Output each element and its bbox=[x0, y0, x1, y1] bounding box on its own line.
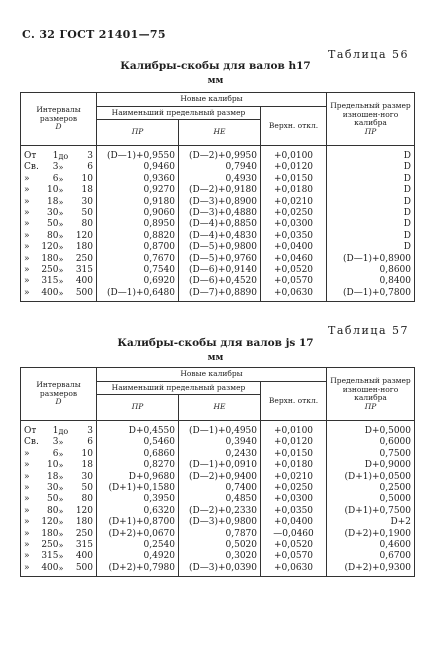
interval-prefix: » bbox=[24, 196, 30, 207]
interval-sep: » bbox=[58, 518, 64, 528]
ne-value: (D—2)+0,2330 bbox=[179, 506, 261, 517]
interval-from: 3 bbox=[52, 437, 59, 448]
table-row bbox=[21, 540, 415, 551]
pr-value: 0,9270 bbox=[97, 185, 179, 196]
upper-deviation: +0,0350 bbox=[261, 231, 327, 242]
worn-pr-value: 0,8400 bbox=[327, 276, 415, 287]
interval-cell bbox=[21, 437, 97, 448]
interval-prefix: » bbox=[24, 208, 30, 219]
ne-value: 0,7870 bbox=[179, 529, 261, 540]
interval-sep: » bbox=[58, 495, 64, 505]
table-row bbox=[21, 174, 415, 185]
interval-prefix: » bbox=[24, 253, 30, 264]
table57 bbox=[20, 367, 415, 577]
interval-from: 400 bbox=[41, 562, 59, 573]
interval-from: 50 bbox=[47, 219, 59, 230]
page-header: С. 32 ГОСТ 21401—75 bbox=[22, 28, 166, 41]
interval-cell bbox=[21, 472, 97, 483]
worn-pr-value: (D—1)+0,7800 bbox=[327, 288, 415, 302]
interval-cell bbox=[21, 219, 97, 230]
head-new: Новые калибры bbox=[97, 93, 327, 107]
table-row bbox=[21, 276, 415, 287]
interval-sep: » bbox=[58, 529, 64, 539]
interval-cell bbox=[21, 449, 97, 460]
interval-prefix: От bbox=[24, 151, 37, 161]
table-row bbox=[21, 483, 415, 494]
interval-sep: » bbox=[58, 163, 64, 173]
ne-value: (D—5)+0,9800 bbox=[179, 242, 261, 253]
table57-body bbox=[21, 421, 415, 577]
head-dev: Верхн. откл. bbox=[261, 106, 327, 146]
head-pr: ПР bbox=[97, 120, 179, 146]
upper-deviation: +0,0630 bbox=[261, 563, 327, 577]
table57-unit: мм bbox=[207, 353, 224, 363]
upper-deviation: +0,0300 bbox=[261, 494, 327, 505]
interval-from: 10 bbox=[47, 460, 59, 471]
worn-pr-value: 0,8600 bbox=[327, 265, 415, 276]
pr-value: 0,3950 bbox=[97, 494, 179, 505]
upper-deviation: +0,0250 bbox=[261, 483, 327, 494]
table-row bbox=[21, 494, 415, 505]
interval-sep: » bbox=[58, 277, 64, 287]
ne-value: 0,7940 bbox=[179, 162, 261, 173]
pr-value: (D+1)+0,8700 bbox=[97, 517, 179, 528]
worn-pr-value: D+2 bbox=[327, 517, 415, 528]
worn-pr-value: 0,6700 bbox=[327, 551, 415, 562]
interval-prefix: » bbox=[24, 505, 30, 516]
interval-cell bbox=[21, 254, 97, 265]
ne-value: 0,7400 bbox=[179, 483, 261, 494]
interval-cell bbox=[21, 288, 97, 302]
pr-value: (D—1)+0,9550 bbox=[97, 146, 179, 163]
interval-cell bbox=[21, 460, 97, 471]
interval-prefix: » bbox=[24, 528, 30, 539]
ne-value: (D—2)+0,9950 bbox=[179, 146, 261, 163]
interval-sep: » bbox=[58, 563, 64, 573]
interval-from: 315 bbox=[41, 551, 59, 562]
ne-value: (D—5)+0,9760 bbox=[179, 254, 261, 265]
pr-value: 0,2540 bbox=[97, 540, 179, 551]
ne-value: (D—3)+0,0390 bbox=[179, 563, 261, 577]
table56-label: Таблица 56 bbox=[328, 48, 409, 61]
pr-value: 0,7670 bbox=[97, 254, 179, 265]
table-row bbox=[21, 208, 415, 219]
interval-sep: » bbox=[58, 484, 64, 494]
upper-deviation: +0,0150 bbox=[261, 174, 327, 185]
table-row bbox=[21, 551, 415, 562]
upper-deviation: +0,0210 bbox=[261, 472, 327, 483]
interval-cell bbox=[21, 421, 97, 438]
ne-value: (D—7)+0,8890 bbox=[179, 288, 261, 302]
interval-prefix: » bbox=[24, 230, 30, 241]
interval-prefix: » bbox=[24, 562, 30, 573]
interval-from: 30 bbox=[47, 483, 59, 494]
worn-pr-value: D bbox=[327, 174, 415, 185]
interval-to: 6 bbox=[87, 437, 94, 448]
interval-sep: » bbox=[58, 209, 64, 219]
upper-deviation: +0,0250 bbox=[261, 208, 327, 219]
pr-value: 0,4920 bbox=[97, 551, 179, 562]
table-row bbox=[21, 472, 415, 483]
upper-deviation: +0,0460 bbox=[261, 254, 327, 265]
interval-from: 30 bbox=[47, 208, 59, 219]
interval-to: 120 bbox=[75, 230, 93, 241]
worn-pr-value: (D+1)+0,7500 bbox=[327, 506, 415, 517]
table-row bbox=[21, 288, 415, 302]
interval-sep: » bbox=[58, 174, 64, 184]
interval-from: 6 bbox=[52, 173, 59, 184]
head-pr: ПР bbox=[97, 395, 179, 421]
worn-pr-value: 0,6000 bbox=[327, 437, 415, 448]
interval-prefix: » bbox=[24, 471, 30, 482]
interval-to: 80 bbox=[81, 219, 93, 230]
worn-pr-value: (D+2)+0,9300 bbox=[327, 563, 415, 577]
head-smallest: Наименьший предельный размер bbox=[97, 106, 261, 120]
pr-value: (D—1)+0,6480 bbox=[97, 288, 179, 302]
interval-sep: » bbox=[58, 552, 64, 562]
interval-sep: » bbox=[58, 288, 64, 298]
worn-pr-value: 0,4600 bbox=[327, 540, 415, 551]
head-smallest: Наименьший предельный размер bbox=[97, 381, 261, 395]
interval-sep: » bbox=[58, 438, 64, 448]
worn-pr-value: D bbox=[327, 146, 415, 163]
interval-cell bbox=[21, 174, 97, 185]
table57-label: Таблица 57 bbox=[328, 324, 409, 337]
interval-sep: » bbox=[58, 243, 64, 253]
upper-deviation: +0,0570 bbox=[261, 276, 327, 287]
table56-body bbox=[21, 146, 415, 302]
worn-pr-value: D bbox=[327, 219, 415, 230]
pr-value: 0,6920 bbox=[97, 276, 179, 287]
ne-value: (D—1)+0,4950 bbox=[179, 421, 261, 438]
interval-from: 3 bbox=[52, 162, 59, 173]
interval-sep: » bbox=[58, 449, 64, 459]
interval-to: 180 bbox=[75, 517, 93, 528]
interval-prefix: » bbox=[24, 265, 30, 276]
interval-to: 80 bbox=[81, 494, 93, 505]
interval-prefix: » bbox=[24, 287, 30, 298]
worn-pr-value: D bbox=[327, 185, 415, 196]
pr-value: 0,8820 bbox=[97, 231, 179, 242]
table-row bbox=[21, 231, 415, 242]
interval-from: 50 bbox=[47, 494, 59, 505]
worn-pr-value: D bbox=[327, 162, 415, 173]
table-row bbox=[21, 529, 415, 540]
head-worn-pr: ПР bbox=[364, 126, 377, 136]
table-row bbox=[21, 242, 415, 253]
interval-to: 120 bbox=[75, 505, 93, 516]
table56 bbox=[20, 92, 415, 302]
interval-cell bbox=[21, 506, 97, 517]
upper-deviation: +0,0300 bbox=[261, 219, 327, 230]
interval-prefix: От bbox=[24, 426, 37, 436]
upper-deviation: +0,0180 bbox=[261, 460, 327, 471]
interval-cell bbox=[21, 529, 97, 540]
head-worn: Предельный размер изношен-ного калибра ПР bbox=[327, 368, 415, 421]
upper-deviation: +0,0100 bbox=[261, 421, 327, 438]
interval-prefix: » bbox=[24, 460, 30, 471]
interval-from: 180 bbox=[41, 253, 59, 264]
worn-pr-value: 0,5000 bbox=[327, 494, 415, 505]
interval-from: 18 bbox=[47, 196, 59, 207]
pr-value: 0,8700 bbox=[97, 242, 179, 253]
ne-value: 0,2430 bbox=[179, 449, 261, 460]
interval-to: 50 bbox=[81, 483, 93, 494]
interval-to: 400 bbox=[75, 276, 93, 287]
worn-pr-value: 0,2500 bbox=[327, 483, 415, 494]
table56-title: Калибры-скобы для валов h17 bbox=[120, 60, 311, 72]
upper-deviation: +0,0180 bbox=[261, 185, 327, 196]
interval-prefix: » bbox=[24, 551, 30, 562]
interval-cell bbox=[21, 483, 97, 494]
head-ne: НЕ bbox=[179, 395, 261, 421]
pr-value: (D+2)+0,7980 bbox=[97, 563, 179, 577]
worn-pr-value: D bbox=[327, 242, 415, 253]
interval-prefix: » bbox=[24, 540, 30, 551]
table-row bbox=[21, 421, 415, 438]
interval-to: 250 bbox=[75, 528, 93, 539]
pr-value: 0,9360 bbox=[97, 174, 179, 185]
worn-pr-value: D bbox=[327, 208, 415, 219]
interval-cell bbox=[21, 197, 97, 208]
table-row bbox=[21, 197, 415, 208]
ne-value: (D—3)+0,9800 bbox=[179, 517, 261, 528]
interval-prefix: » bbox=[24, 173, 30, 184]
interval-prefix: » bbox=[24, 185, 30, 196]
table-row bbox=[21, 517, 415, 528]
table-row bbox=[21, 563, 415, 577]
interval-prefix: » bbox=[24, 448, 30, 459]
interval-to: 500 bbox=[75, 562, 93, 573]
table-row bbox=[21, 460, 415, 471]
pr-value: 0,9060 bbox=[97, 208, 179, 219]
head-d: D bbox=[55, 397, 62, 407]
ne-value: 0,3020 bbox=[179, 551, 261, 562]
upper-deviation: +0,0630 bbox=[261, 288, 327, 302]
head-worn-pr: ПР bbox=[364, 401, 377, 411]
upper-deviation: +0,0400 bbox=[261, 242, 327, 253]
pr-value: 0,6860 bbox=[97, 449, 179, 460]
interval-from: 250 bbox=[41, 265, 59, 276]
worn-pr-value: D+0,5000 bbox=[327, 421, 415, 438]
interval-to: 250 bbox=[75, 253, 93, 264]
worn-pr-value: (D+1)+0,0500 bbox=[327, 472, 415, 483]
interval-cell bbox=[21, 242, 97, 253]
interval-from: 18 bbox=[47, 471, 59, 482]
table-row bbox=[21, 162, 415, 173]
pr-value: 0,5460 bbox=[97, 437, 179, 448]
interval-from: 315 bbox=[41, 276, 59, 287]
table-row bbox=[21, 437, 415, 448]
upper-deviation: +0,0120 bbox=[261, 162, 327, 173]
ne-value: (D—2)+0,9180 bbox=[179, 185, 261, 196]
interval-prefix: » bbox=[24, 219, 30, 230]
upper-deviation: +0,0210 bbox=[261, 197, 327, 208]
worn-pr-value: D bbox=[327, 231, 415, 242]
table-row bbox=[21, 146, 415, 163]
interval-to: 3 bbox=[87, 426, 93, 436]
interval-sep: » bbox=[58, 506, 64, 516]
interval-prefix: » bbox=[24, 276, 30, 287]
ne-value: (D—6)+0,9140 bbox=[179, 265, 261, 276]
ne-value: 0,4850 bbox=[179, 494, 261, 505]
interval-sep: » bbox=[58, 186, 64, 196]
table-row bbox=[21, 254, 415, 265]
ne-value: 0,3940 bbox=[179, 437, 261, 448]
interval-from: 6 bbox=[52, 448, 59, 459]
interval-to: 6 bbox=[87, 162, 94, 173]
interval-from: 250 bbox=[41, 540, 59, 551]
pr-value: 0,8270 bbox=[97, 460, 179, 471]
table56-unit: мм bbox=[207, 76, 224, 86]
head-d: D bbox=[55, 122, 62, 132]
upper-deviation: +0,0400 bbox=[261, 517, 327, 528]
interval-sep: до bbox=[58, 427, 69, 436]
interval-to: 30 bbox=[81, 196, 93, 207]
ne-value: (D—3)+0,4880 bbox=[179, 208, 261, 219]
interval-from: 80 bbox=[47, 230, 59, 241]
head-intervals: Интервалы размеров D bbox=[21, 368, 97, 421]
interval-to: 315 bbox=[75, 540, 93, 551]
table-row bbox=[21, 506, 415, 517]
interval-to: 10 bbox=[81, 173, 93, 184]
ne-value: 0,5020 bbox=[179, 540, 261, 551]
pr-value: (D+1)+0,1580 bbox=[97, 483, 179, 494]
interval-cell bbox=[21, 208, 97, 219]
upper-deviation: +0,0520 bbox=[261, 540, 327, 551]
pr-value: D+0,4550 bbox=[97, 421, 179, 438]
interval-from: 120 bbox=[41, 242, 59, 253]
interval-prefix: Св. bbox=[24, 162, 39, 173]
upper-deviation: —0,0460 bbox=[261, 529, 327, 540]
interval-from: 400 bbox=[41, 287, 59, 298]
interval-cell bbox=[21, 563, 97, 577]
ne-value: 0,4930 bbox=[179, 174, 261, 185]
interval-to: 18 bbox=[81, 185, 93, 196]
pr-value: 0,7540 bbox=[97, 265, 179, 276]
interval-prefix: Св. bbox=[24, 437, 39, 448]
upper-deviation: +0,0350 bbox=[261, 506, 327, 517]
worn-pr-value: D+0,9000 bbox=[327, 460, 415, 471]
interval-prefix: » bbox=[24, 483, 30, 494]
interval-to: 3 bbox=[87, 151, 93, 161]
interval-to: 180 bbox=[75, 242, 93, 253]
interval-sep: » bbox=[58, 254, 64, 264]
interval-cell bbox=[21, 494, 97, 505]
interval-to: 30 bbox=[81, 471, 93, 482]
interval-cell bbox=[21, 517, 97, 528]
pr-value: D+0,9680 bbox=[97, 472, 179, 483]
interval-cell bbox=[21, 276, 97, 287]
interval-prefix: » bbox=[24, 242, 30, 253]
interval-sep: » bbox=[58, 231, 64, 241]
worn-pr-value: 0,7500 bbox=[327, 449, 415, 460]
worn-pr-value: (D—1)+0,8900 bbox=[327, 254, 415, 265]
interval-cell bbox=[21, 146, 97, 163]
head-intervals: Интервалы размеров D bbox=[21, 93, 97, 146]
pr-value: 0,6320 bbox=[97, 506, 179, 517]
table-row bbox=[21, 185, 415, 196]
table-row bbox=[21, 449, 415, 460]
upper-deviation: +0,0570 bbox=[261, 551, 327, 562]
interval-to: 315 bbox=[75, 265, 93, 276]
pr-value: 0,9460 bbox=[97, 162, 179, 173]
upper-deviation: +0,0520 bbox=[261, 265, 327, 276]
interval-sep: до bbox=[58, 152, 69, 161]
ne-value: (D—3)+0,8900 bbox=[179, 197, 261, 208]
worn-pr-value: D bbox=[327, 197, 415, 208]
interval-to: 10 bbox=[81, 448, 93, 459]
pr-value: 0,9180 bbox=[97, 197, 179, 208]
interval-cell bbox=[21, 265, 97, 276]
interval-sep: » bbox=[58, 220, 64, 230]
upper-deviation: +0,0120 bbox=[261, 437, 327, 448]
interval-to: 18 bbox=[81, 460, 93, 471]
table-row bbox=[21, 265, 415, 276]
interval-prefix: » bbox=[24, 494, 30, 505]
interval-cell bbox=[21, 540, 97, 551]
interval-sep: » bbox=[58, 461, 64, 471]
ne-value: (D—2)+0,9400 bbox=[179, 472, 261, 483]
head-dev: Верхн. откл. bbox=[261, 381, 327, 421]
interval-sep: » bbox=[58, 472, 64, 482]
head-worn: Предельный размер изношен-ного калибра ПР bbox=[327, 93, 415, 146]
pr-value: (D+2)+0,0670 bbox=[97, 529, 179, 540]
head-ne: НЕ bbox=[179, 120, 261, 146]
upper-deviation: +0,0100 bbox=[261, 146, 327, 163]
interval-prefix: » bbox=[24, 517, 30, 528]
interval-from: 10 bbox=[47, 185, 59, 196]
interval-cell bbox=[21, 162, 97, 173]
table57-title: Калибры-скобы для валов js 17 bbox=[117, 337, 314, 349]
ne-value: (D—1)+0,0910 bbox=[179, 460, 261, 471]
pr-value: 0,8950 bbox=[97, 219, 179, 230]
head-new: Новые калибры bbox=[97, 368, 327, 382]
interval-to: 500 bbox=[75, 287, 93, 298]
table-row bbox=[21, 219, 415, 230]
upper-deviation: +0,0150 bbox=[261, 449, 327, 460]
interval-cell bbox=[21, 551, 97, 562]
interval-from: 120 bbox=[41, 517, 59, 528]
ne-value: (D—6)+0,4520 bbox=[179, 276, 261, 287]
interval-cell bbox=[21, 231, 97, 242]
worn-pr-value: (D+2)+0,1900 bbox=[327, 529, 415, 540]
interval-to: 400 bbox=[75, 551, 93, 562]
interval-from: 1 bbox=[52, 426, 59, 436]
ne-value: (D—4)+0,4830 bbox=[179, 231, 261, 242]
interval-cell bbox=[21, 185, 97, 196]
interval-sep: » bbox=[58, 266, 64, 276]
interval-from: 1 bbox=[52, 151, 59, 161]
interval-from: 180 bbox=[41, 528, 59, 539]
interval-sep: » bbox=[58, 197, 64, 207]
interval-from: 80 bbox=[47, 505, 59, 516]
interval-sep: » bbox=[58, 541, 64, 551]
interval-to: 50 bbox=[81, 208, 93, 219]
ne-value: (D—4)+0,8850 bbox=[179, 219, 261, 230]
